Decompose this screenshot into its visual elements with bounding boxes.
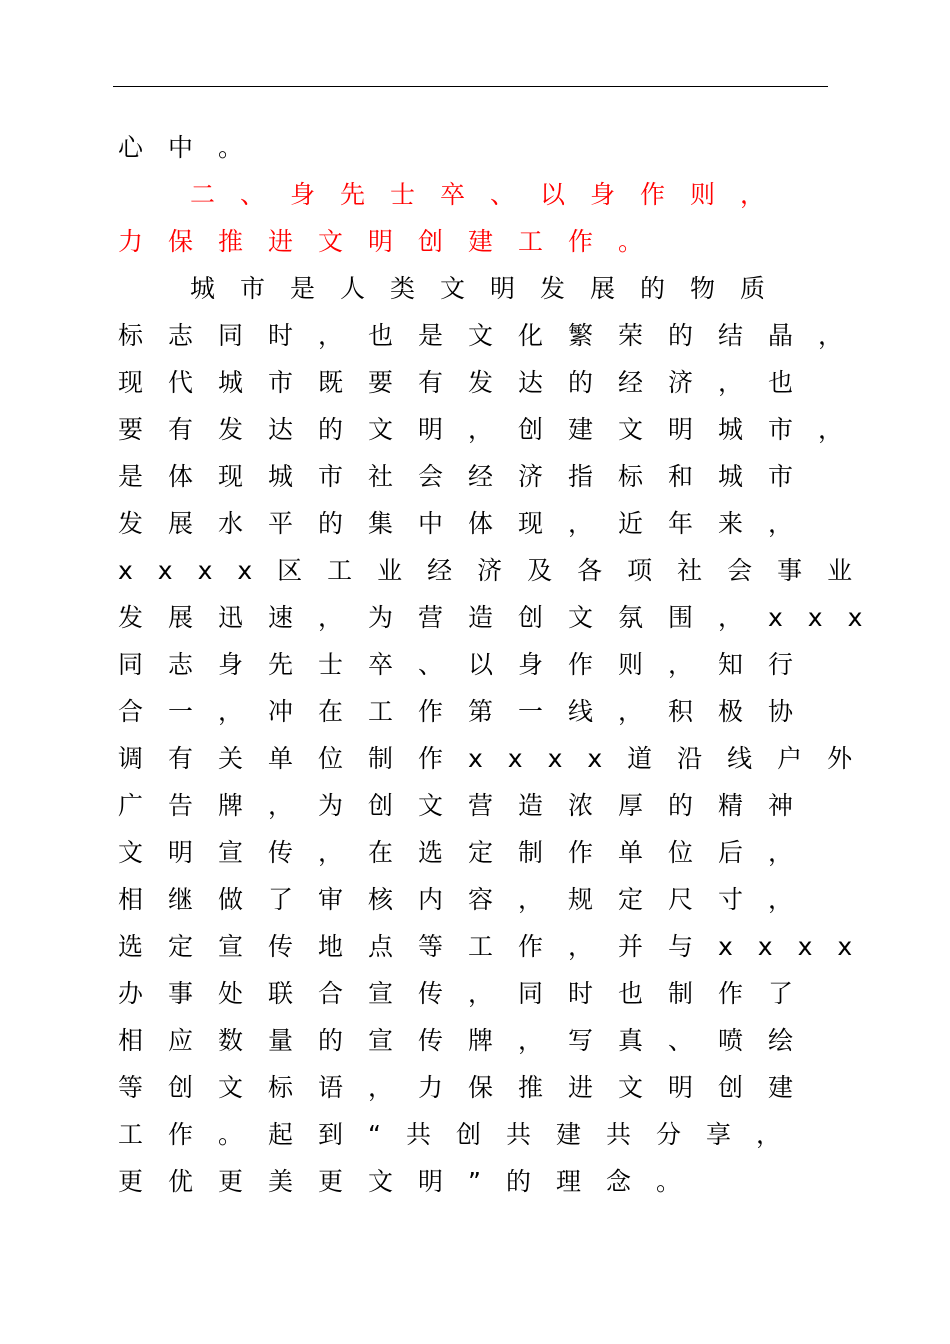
text-line: 广告牌，为创文营造浓厚的精神: [118, 791, 819, 820]
text-line: 合一，冲在工作第一线，积极协: [118, 697, 819, 726]
section-heading-line-2: 力保推进文明创建工作。: [118, 227, 669, 256]
text-line: 相应数量的宣传牌，写真、喷绘: [118, 1026, 819, 1055]
text-line: 心中。: [118, 133, 269, 162]
section-heading-line-1: 二、身先士卒、以身作则，: [190, 180, 791, 209]
text-line: 工作。起到“共创共建共分享，: [118, 1120, 806, 1149]
text-line: 等创文标语，力保推进文明创建: [118, 1073, 819, 1102]
text-line: 文明宣传，在选定制作单位后，: [118, 838, 819, 867]
text-line: xxxx区工业经济及各项社会事业: [118, 556, 878, 585]
text-line: 标志同时，也是文化繁荣的结晶，: [118, 321, 869, 350]
header-rule: [113, 86, 828, 87]
text-line: 发展迅速，为营造创文氛围，xxx: [118, 603, 888, 632]
text-line: 选定宣传地点等工作，并与xxxx: [118, 932, 878, 961]
text-line: 要有发达的文明，创建文明城市，: [118, 415, 869, 444]
text-line: 现代城市既要有发达的经济，也: [118, 368, 819, 397]
document-body: [118, 124, 888, 1205]
text-line: 是体现城市社会经济指标和城市: [118, 462, 819, 491]
text-line: 更优更美更文明”的理念。: [118, 1167, 706, 1196]
text-line: 同志身先士卒、以身作则，知行: [118, 650, 819, 679]
text-line: 办事处联合宣传，同时也制作了: [118, 979, 819, 1008]
text-line: 相继做了审核内容，规定尺寸，: [118, 885, 819, 914]
paragraph-first-line: 城市是人类文明发展的物质: [190, 274, 791, 303]
text-line: 发展水平的集中体现，近年来，: [118, 509, 819, 538]
text-line: 调有关单位制作xxxx道沿线户外: [118, 744, 878, 773]
